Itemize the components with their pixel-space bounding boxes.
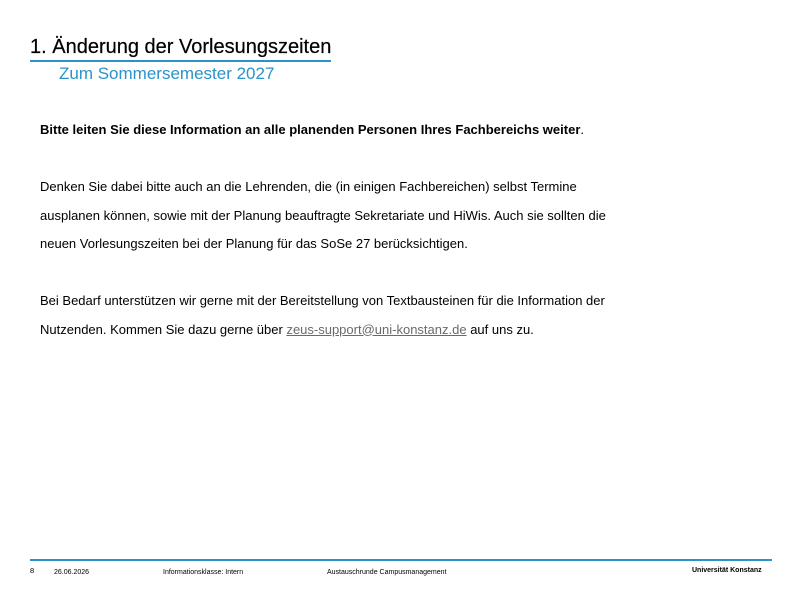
content-body <box>40 116 740 344</box>
paragraph-forward-info <box>40 116 740 145</box>
forward-info-period: . <box>580 122 585 137</box>
forward-info-text: Bitte leiten Sie diese Information an alle planenden Personen Ihres Fachbereichs weiter <box>40 122 581 137</box>
footer-classification: Informationsklasse: Intern <box>163 569 244 576</box>
lecturers-line-1: Denken Sie dabei bitte auch an die Lehrenden, die (in einigen Fachbereichen) selbst Termine <box>40 179 577 194</box>
footer-university: Universität Konstanz <box>692 567 762 574</box>
lecturers-line-3: neuen Vorlesungszeiten bei der Planung für das SoSe 27 berücksichtigen. <box>40 236 468 251</box>
title-block <box>30 34 331 85</box>
footer-page-number: 8 <box>30 566 35 575</box>
footer-meeting-name: Austauschrunde Campusmanagement <box>327 569 447 576</box>
footer-date: 26.06.2026 <box>54 569 90 576</box>
paragraph-support <box>40 287 740 344</box>
paragraph-spacer <box>40 259 740 288</box>
paragraph-lecturers <box>40 173 740 259</box>
support-line-2-end: auf uns zu. <box>466 321 534 337</box>
footer-divider <box>30 559 772 561</box>
paragraph-spacer <box>40 145 740 174</box>
slide-subtitle: Zum Sommersemester 2027 <box>59 64 275 83</box>
lecturers-line-2: ausplanen können, sowie mit der Planung beauftragte Sekretariate und HiWis. Auch sie sollten die <box>40 207 606 223</box>
support-email-link[interactable]: zeus-support@uni-konstanz.de <box>286 321 467 337</box>
support-line-1: Bei Bedarf unterstützen wir gerne mit der Bereitstellung von Textbausteinen für die Information der <box>40 293 605 308</box>
support-line-2-start: Nutzenden. Kommen Sie dazu gerne über <box>40 321 287 337</box>
slide-title: 1. Änderung der Vorlesungszeiten <box>30 34 331 62</box>
